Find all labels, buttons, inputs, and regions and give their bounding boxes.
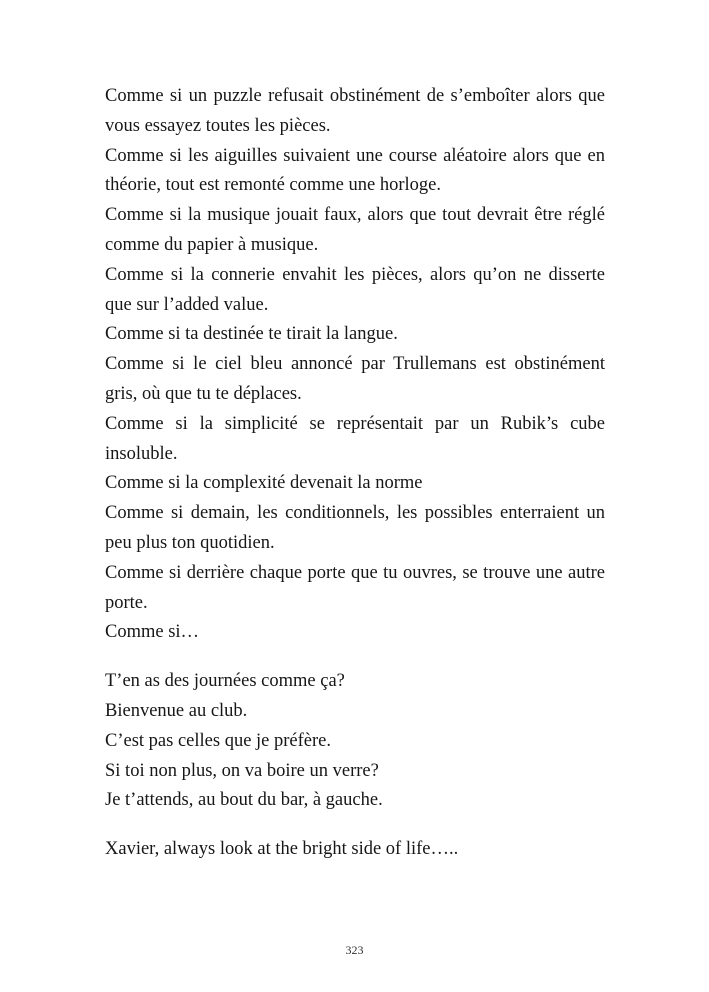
paragraph: Comme si ta destinée te tirait la langue. <box>105 324 398 345</box>
page-number: 323 <box>345 943 364 957</box>
paragraph: Comme si un puzzle refusait obstinément de s’emboîter alors que vous essayez toutes les pièces. <box>105 86 605 136</box>
paragraph: Comme si le ciel bleu annoncé par Trullemans est obstinément gris, où que tu te déplaces. <box>105 354 605 404</box>
paragraph: Xavier, always look at the bright side of life….. <box>105 839 459 860</box>
paragraph: Comme si les aiguilles suivaient une course aléatoire alors que en théorie, tout est remonté comme une horloge. <box>105 145 605 196</box>
paragraph: T’en as des journées comme ça? <box>105 671 345 692</box>
paragraph: Si toi non plus, on va boire un verre? <box>105 760 379 781</box>
section-dialogue <box>105 667 605 816</box>
paragraph: Comme si la complexité devenait la norme <box>105 473 423 494</box>
paragraph: Je t’attends, au bout du bar, à gauche. <box>105 790 383 811</box>
page-text <box>105 82 605 865</box>
paragraph: Comme si la simplicité se représentait par un Rubik’s cube insoluble. <box>105 413 605 464</box>
paragraph: Comme si… <box>105 622 200 643</box>
paragraph: Comme si derrière chaque porte que tu ouvres, se trouve une autre porte. <box>105 562 605 613</box>
section-comme-si-list <box>105 82 605 648</box>
paragraph: C’est pas celles que je préfère. <box>105 730 332 751</box>
paragraph: Comme si la connerie envahit les pièces, alors qu’on ne disserte que sur l’added value. <box>105 264 605 315</box>
paragraph: Comme si demain, les conditionnels, les possibles enterraient un peu plus ton quotidien. <box>105 503 605 553</box>
section-closing <box>105 835 605 865</box>
paragraph: Bienvenue au club. <box>105 700 248 721</box>
paragraph: Comme si la musique jouait faux, alors que tout devrait être réglé comme du papier à musique. <box>105 205 605 255</box>
